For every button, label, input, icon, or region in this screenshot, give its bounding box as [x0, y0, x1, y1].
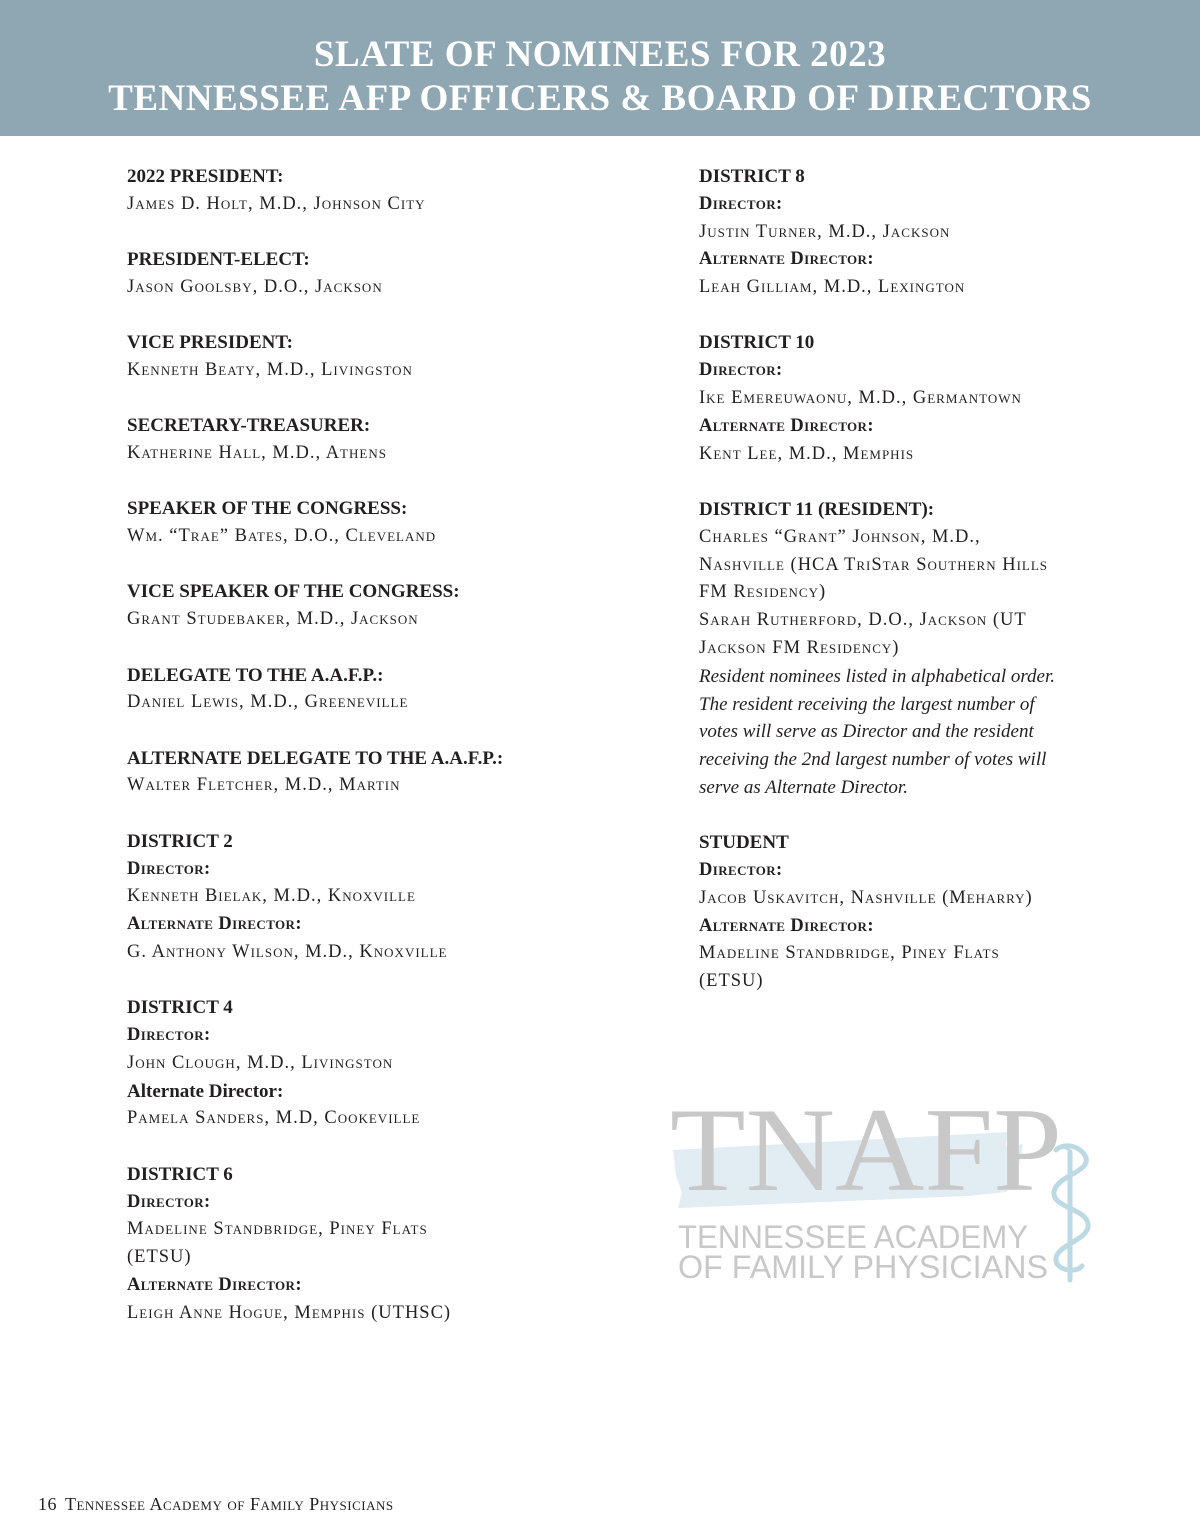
- title-line-2: TENNESSEE AFP OFFICERS & BOARD OF DIRECTORS: [108, 78, 1092, 119]
- director-label: Director:: [127, 1191, 211, 1212]
- logo-line-2: OF FAMILY PHYSICIANS: [678, 1249, 1048, 1285]
- alternate-director-name: Madeline Standbridge, Piney Flats: [699, 943, 1000, 964]
- president-elect-section: [127, 246, 647, 302]
- district-4-section: [127, 994, 647, 1133]
- speaker-section: [127, 495, 647, 551]
- vice-speaker-section: [127, 578, 647, 634]
- resident-nominee-line: Jackson FM Residency): [699, 637, 900, 658]
- director-name: John Clough, M.D., Livingston: [127, 1052, 394, 1073]
- nominee-name: Walter Fletcher, M.D., Martin: [127, 775, 401, 796]
- tnafp-logo: [668, 1080, 1098, 1290]
- director-name: Justin Turner, M.D., Jackson: [699, 221, 951, 242]
- district-8-section: [699, 163, 1099, 302]
- resident-note-line: votes will serve as Director and the resident: [699, 721, 1034, 743]
- alternate-director-label: Alternate Director:: [699, 249, 874, 270]
- section-heading: DISTRICT 2: [127, 830, 233, 852]
- section-heading: PRESIDENT-ELECT:: [127, 249, 310, 271]
- director-label: Director:: [699, 360, 783, 381]
- resident-note-line: receiving the 2nd largest number of votes will: [699, 749, 1047, 771]
- director-name: Madeline Standbridge, Piney Flats: [127, 1219, 428, 1240]
- alternate-director-name: Kent Lee, M.D., Memphis: [699, 443, 915, 464]
- logo-wordmark: TNAFP: [670, 1083, 1062, 1216]
- alternate-director-name: Pamela Sanders, M.D, Cookeville: [127, 1108, 421, 1129]
- alternate-director-label: Alternate Director:: [127, 914, 302, 935]
- nominee-name: Kenneth Beaty, M.D., Livingston: [127, 359, 413, 380]
- section-heading: DISTRICT 6: [127, 1163, 233, 1185]
- page-number: 16: [38, 1494, 57, 1514]
- director-label: Director:: [127, 858, 211, 879]
- section-heading: VICE PRESIDENT:: [127, 332, 293, 354]
- alternate-director-name: Leigh Anne Hogue, Memphis (UTHSC): [127, 1302, 452, 1323]
- resident-nominee-line: Sarah Rutherford, D.O., Jackson (UT: [699, 610, 1027, 631]
- secretary-treasurer-section: [127, 412, 647, 468]
- section-heading: ALTERNATE DELEGATE TO THE A.A.F.P.:: [127, 747, 504, 769]
- resident-nominee-line: Nashville (HCA TriStar Southern Hills: [699, 554, 1049, 575]
- alternate-director-label: Alternate Director:: [699, 915, 874, 936]
- district-11-section: [699, 496, 1099, 802]
- title-banner: [0, 0, 1200, 136]
- nominee-name: James D. Holt, M.D., Johnson City: [127, 193, 426, 214]
- left-column: [127, 163, 647, 1355]
- section-heading: DISTRICT 8: [699, 166, 805, 187]
- nominee-name: Daniel Lewis, M.D., Greeneville: [127, 692, 409, 713]
- resident-note-line: serve as Alternate Director.: [699, 776, 908, 798]
- alternate-director-label: Alternate Director:: [127, 1274, 302, 1295]
- district-6-section: [127, 1161, 647, 1328]
- director-label: Director:: [127, 1025, 211, 1046]
- page-footer: [38, 1494, 394, 1515]
- section-heading: SPEAKER OF THE CONGRESS:: [127, 498, 408, 520]
- resident-note-line: Resident nominees listed in alphabetical order.: [699, 665, 1056, 687]
- vice-president-section: [127, 329, 647, 385]
- district-2-section: [127, 828, 647, 967]
- alternate-director-name: Leah Gilliam, M.D., Lexington: [699, 277, 966, 298]
- alternate-director-name-continued: (ETSU): [699, 971, 764, 992]
- director-label: Director:: [699, 193, 783, 214]
- nominee-name: Jason Goolsby, D.O., Jackson: [127, 276, 383, 297]
- section-heading: 2022 PRESIDENT:: [127, 166, 284, 187]
- director-name: Kenneth Bielak, M.D., Knoxville: [127, 886, 416, 907]
- section-heading: DISTRICT 11 (RESIDENT):: [699, 498, 935, 520]
- section-heading: DELEGATE TO THE A.A.F.P.:: [127, 664, 384, 686]
- section-heading: DISTRICT 10: [699, 332, 815, 354]
- director-name-continued: (ETSU): [127, 1247, 192, 1268]
- section-heading: VICE SPEAKER OF THE CONGRESS:: [127, 581, 460, 603]
- director-label: Director:: [699, 860, 783, 881]
- resident-nominee-line: Charles “Grant” Johnson, M.D.,: [699, 526, 981, 547]
- title-line-1: SLATE OF NOMINEES FOR 2023: [313, 34, 887, 75]
- nominee-name: Grant Studebaker, M.D., Jackson: [127, 609, 419, 630]
- section-heading: DISTRICT 4: [127, 997, 233, 1019]
- alternate-delegate-section: [127, 745, 647, 801]
- student-section: [699, 829, 1099, 996]
- section-heading: STUDENT: [699, 832, 789, 854]
- president-section: [127, 163, 647, 219]
- alternate-director-label: Alternate Director:: [127, 1080, 284, 1102]
- director-name: Ike Emereuwaonu, M.D., Germantown: [699, 388, 1022, 409]
- logo-line-1: TENNESSEE ACADEMY: [678, 1219, 1028, 1255]
- alternate-director-name: G. Anthony Wilson, M.D., Knoxville: [127, 941, 448, 962]
- publication-name: Tennessee Academy of Family Physicians: [65, 1494, 394, 1514]
- resident-nominee-line: FM Residency): [699, 582, 827, 603]
- section-heading: SECRETARY-TREASURER:: [127, 415, 371, 437]
- delegate-section: [127, 662, 647, 718]
- nominee-name: Katherine Hall, M.D., Athens: [127, 443, 387, 464]
- resident-note-line: The resident receiving the largest number of: [699, 693, 1035, 715]
- director-name: Jacob Uskavitch, Nashville (Meharry): [699, 887, 1033, 908]
- alternate-director-label: Alternate Director:: [699, 415, 874, 436]
- right-column: [699, 163, 1099, 1024]
- district-10-section: [699, 329, 1099, 468]
- nominee-name: Wm. “Trae” Bates, D.O., Cleveland: [127, 526, 437, 547]
